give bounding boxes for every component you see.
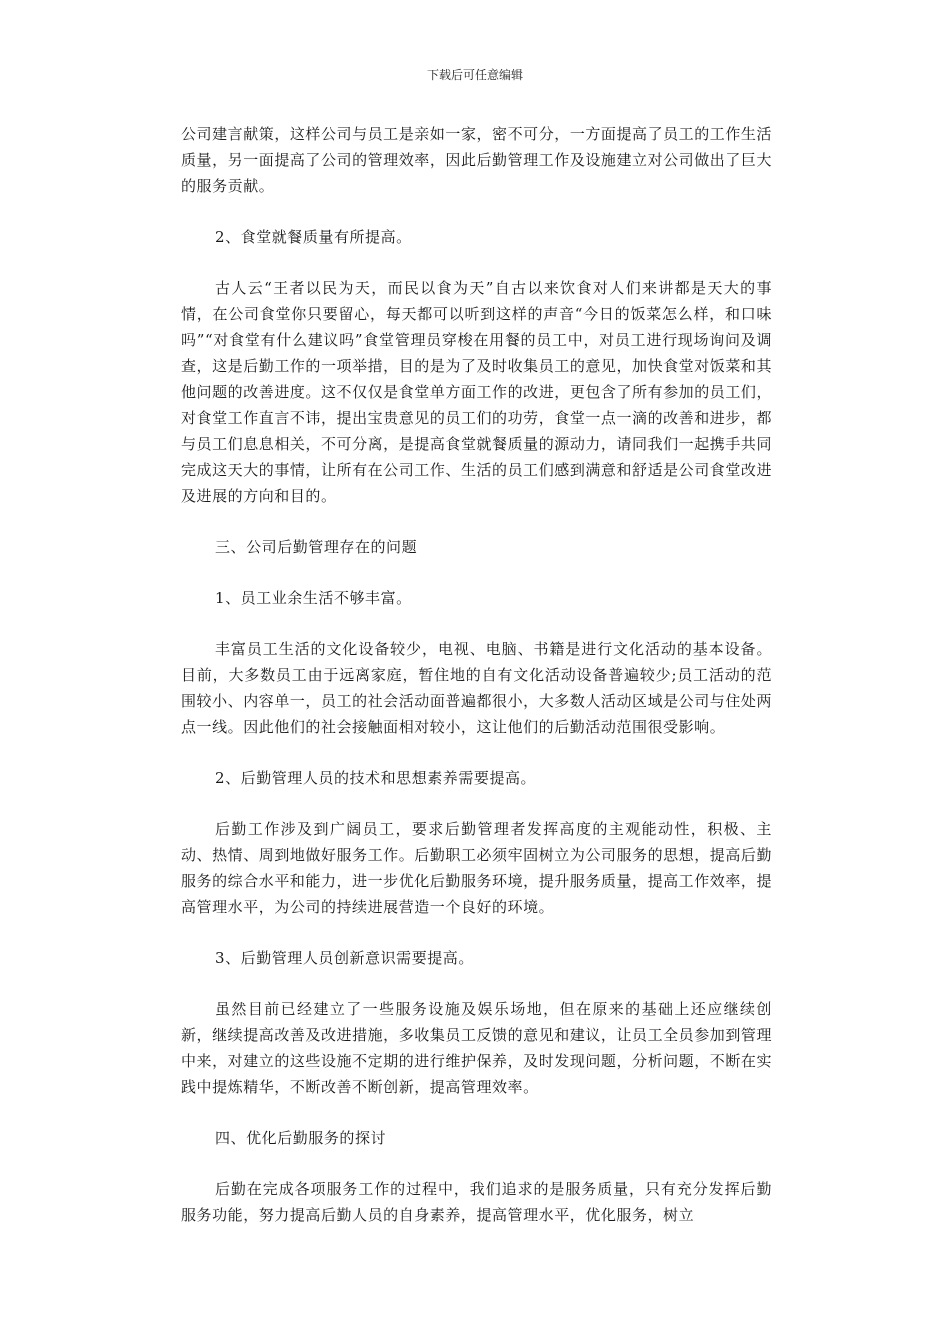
section-heading: 三、公司后勤管理存在的问题 [215, 538, 418, 556]
section-subheading: 2、食堂就餐质量有所提高。 [215, 228, 412, 246]
page-header: 下载后可任意编辑 [426, 68, 523, 82]
paragraph: 公司建言献策，这样公司与员工是亲如一家，密不可分，一方面提高了员工的工作生活质量，另一面提高了公司的管理效率，因此后勤管理工作及设施建立对公司做出了巨大的服务贡献。 [181, 125, 772, 195]
section-subheading: 2、后勤管理人员的技术和思想素养需要提高。 [215, 769, 537, 787]
section-heading: 四、优化后勤服务的探讨 [215, 1129, 387, 1147]
section-subheading: 3、后勤管理人员创新意识需要提高。 [215, 949, 474, 967]
paragraph: 古人云“王者以民为天，而民以食为天”自古以来饮食对人们来讲都是天大的事情，在公司食堂你只要留心，每天都可以听到这样的声音“今日的饭菜怎么样，和口味吗”“对食堂有什么建议吗”食堂管理员穿梭在用餐的员工中，对员工进行现场询问及调查，这是后勤工作的一项举措，目的是为了及时收集员工的意见，加快食堂对饭菜和其他问题的改善进度。这不仅仅是食堂单方面工作的改进，更包含了所有参加的员工们，对食堂工作直言不讳，提出宝贵意见的员工们的功劳，食堂一点一滴的改善和进步，都与员工们息息相关，不可分离，是提高食堂就餐质量的源动力，请同我们一起携手共同完成这天大的事情，让所有在公司工作、生活的员工们感到满意和舒适是公司食堂改进及进展的方向和目的。 [181, 279, 772, 505]
paragraph: 后勤工作涉及到广阔员工，要求后勤管理者发挥高度的主观能动性，积极、主动、热情、周到地做好服务工作。后勤职工必须牢固树立为公司服务的思想，提高后勤服务的综合水平和能力，进一步优化后勤服务环境，提升服务质量，提高工作效率，提高管理水平，为公司的持续进展营造一个良好的环境。 [181, 820, 772, 916]
paragraph: 后勤在完成各项服务工作的过程中，我们追求的是服务质量，只有充分发挥后勤服务功能，努力提高后勤人员的自身素养，提高管理水平，优化服务，树立 [181, 1180, 772, 1224]
document-body [181, 121, 772, 1253]
paragraph: 虽然目前已经建立了一些服务设施及娱乐场地，但在原来的基础上还应继续创新，继续提高改善及改进措施，多收集员工反馈的意见和建议，让员工全员参加到管理中来，对建立的这些设施不定期的进行维护保养，及时发现问题，分析问题，不断在实践中提炼精华，不断改善不断创新，提高管理效率。 [181, 1000, 772, 1096]
section-subheading: 1、员工业余生活不够丰富。 [215, 589, 412, 607]
paragraph: 丰富员工生活的文化设备较少，电视、电脑、书籍是进行文化活动的基本设备。目前，大多数员工由于远离家庭，暂住地的自有文化活动设备普遍较少;员工活动的范围较小、内容单一，员工的社会活动面普遍都很小，大多数人活动区域是公司与住处两点一线。因此他们的社会接触面相对较小，这让他们的后勤活动范围很受影响。 [181, 640, 772, 736]
